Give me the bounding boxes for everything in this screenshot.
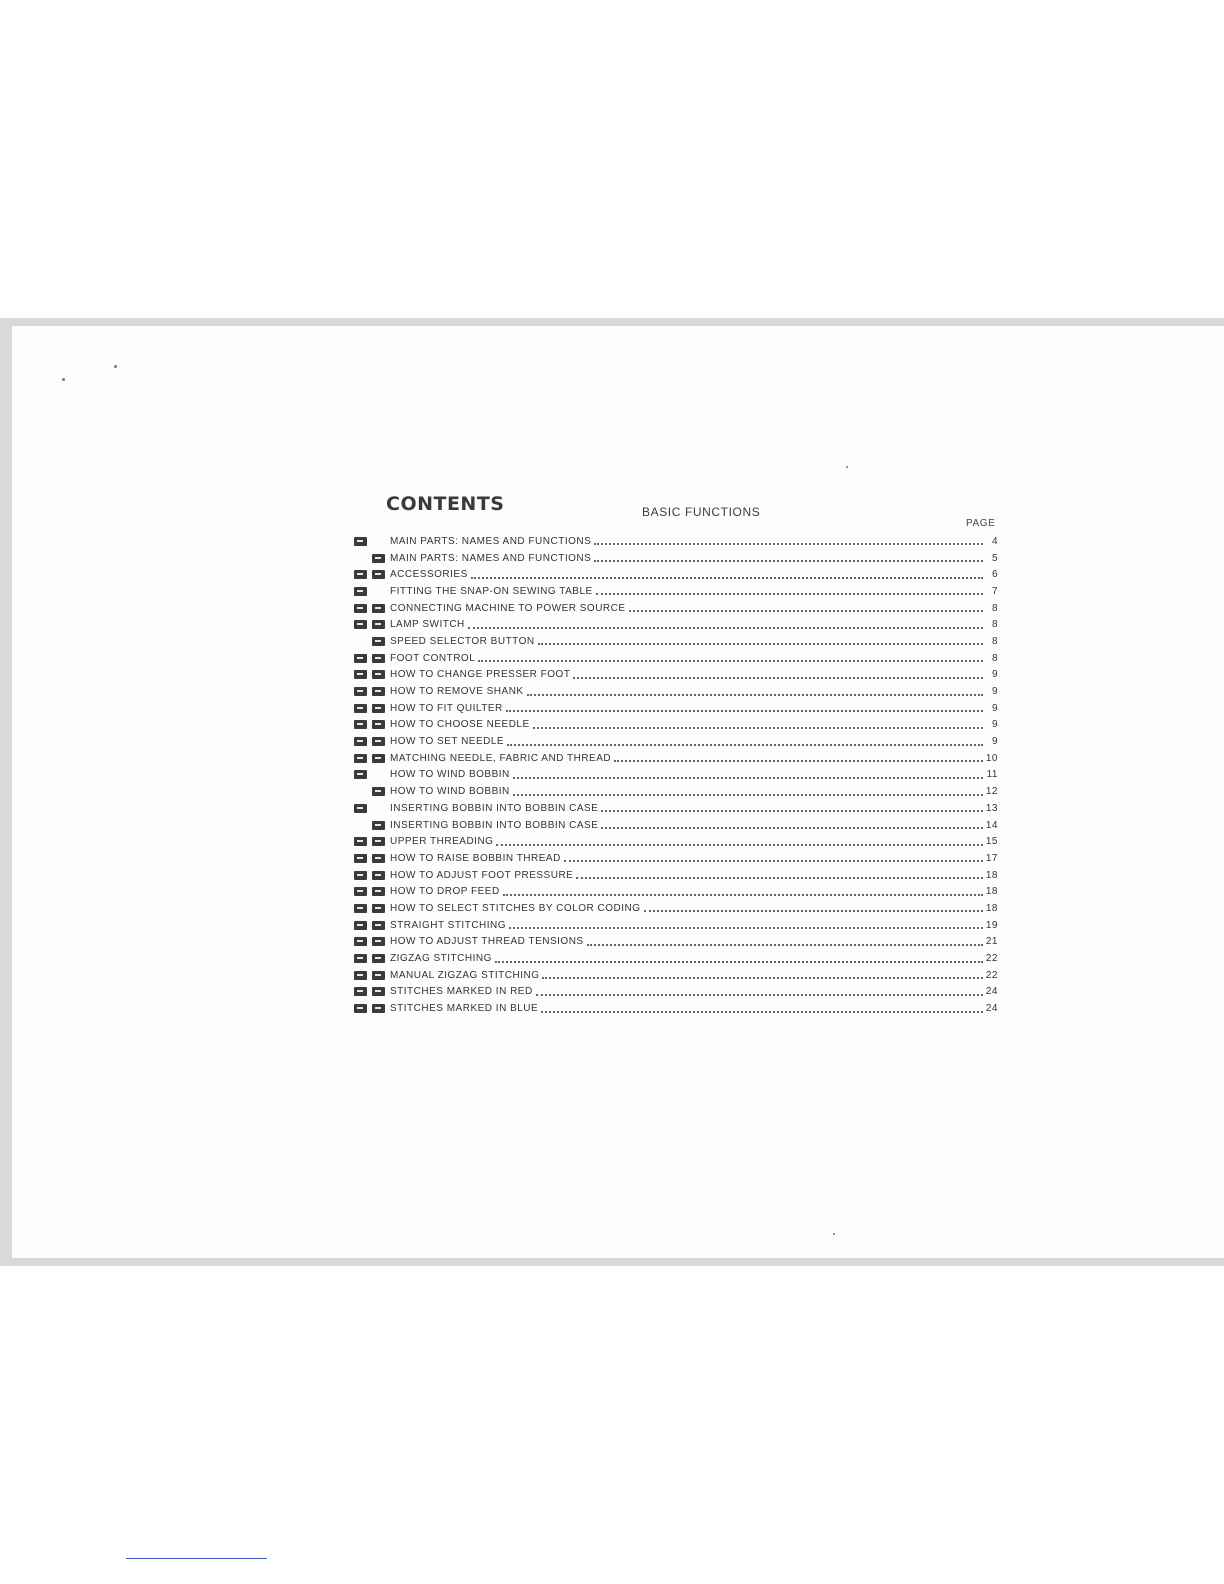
footer-link-underline <box>126 1558 267 1559</box>
dot-leader <box>614 750 983 762</box>
toc-entry <box>354 900 998 917</box>
toc-entry <box>354 550 998 567</box>
machine-model-icon <box>372 620 385 629</box>
toc-entry-page: 6 <box>991 569 998 581</box>
machine-model-icon <box>354 854 367 863</box>
dot-leader <box>594 550 983 562</box>
toc-entry <box>354 583 998 600</box>
toc-entry-label: SPEED SELECTOR BUTTON <box>390 635 535 647</box>
toc-entry <box>354 850 998 867</box>
toc-entry-label: HOW TO FIT QUILTER <box>390 702 503 714</box>
machine-model-icon <box>354 837 367 846</box>
toc-entry <box>354 833 998 850</box>
machine-model-icon <box>372 570 385 579</box>
machine-model-icon <box>372 720 385 729</box>
page-title: CONTENTS <box>386 493 505 515</box>
machine-model-icon <box>372 921 385 930</box>
toc-entry-page: 8 <box>991 652 998 664</box>
toc-entry <box>354 533 998 550</box>
dot-leader <box>533 717 983 729</box>
toc-entry <box>354 800 998 817</box>
machine-model-icon <box>372 537 385 546</box>
page-column-header: PAGE <box>966 518 996 529</box>
section-heading: BASIC FUNCTIONS <box>642 505 761 519</box>
toc-entry-label: FITTING THE SNAP-ON SEWING TABLE <box>390 585 593 597</box>
machine-model-icon <box>354 787 367 796</box>
toc-entry <box>354 817 998 834</box>
machine-model-icon <box>354 570 367 579</box>
machine-model-icon <box>372 904 385 913</box>
scan-speck <box>833 1233 835 1235</box>
toc-entry-page: 8 <box>991 635 998 647</box>
machine-model-icon <box>354 887 367 896</box>
toc-entry-label: HOW TO RAISE BOBBIN THREAD <box>390 852 561 864</box>
toc-entry-label: HOW TO DROP FEED <box>390 886 500 898</box>
scan-speck <box>114 365 117 368</box>
toc-entry-page: 24 <box>985 986 998 998</box>
toc-entry-page: 13 <box>985 802 998 814</box>
toc-entry-page: 4 <box>991 535 998 547</box>
machine-model-icon <box>372 587 385 596</box>
toc-entry <box>354 683 998 700</box>
machine-model-icon <box>372 787 385 796</box>
machine-model-icon <box>372 887 385 896</box>
toc-entry-label: INSERTING BOBBIN INTO BOBBIN CASE <box>390 802 599 814</box>
dot-leader <box>596 583 983 595</box>
machine-model-icon <box>372 754 385 763</box>
toc-entry-page: 9 <box>991 702 998 714</box>
toc-entry-label: INSERTING BOBBIN INTO BOBBIN CASE <box>390 819 599 831</box>
machine-model-icon <box>354 654 367 663</box>
dot-leader <box>629 600 983 612</box>
dot-leader <box>513 784 983 796</box>
scan-speck <box>846 466 848 468</box>
dot-leader <box>573 667 983 679</box>
machine-model-icon <box>354 670 367 679</box>
machine-model-icon <box>354 620 367 629</box>
toc-entry-page: 19 <box>985 919 998 931</box>
machine-model-icon <box>354 587 367 596</box>
dot-leader <box>538 633 983 645</box>
toc-entry <box>354 767 998 784</box>
table-of-contents <box>354 533 998 1017</box>
machine-model-icon <box>354 937 367 946</box>
machine-model-icon <box>354 637 367 646</box>
dot-leader <box>601 817 982 829</box>
dot-leader <box>587 934 983 946</box>
toc-entry-label: HOW TO ADJUST FOOT PRESSURE <box>390 869 574 881</box>
toc-entry <box>354 967 998 984</box>
toc-entry-page: 8 <box>991 619 998 631</box>
toc-entry-label: UPPER THREADING <box>390 836 494 848</box>
toc-entry <box>354 633 998 650</box>
dot-leader <box>496 834 982 846</box>
toc-entry-label: ZIGZAG STITCHING <box>390 953 492 965</box>
toc-entry-page: 5 <box>991 552 998 564</box>
machine-model-icon <box>354 737 367 746</box>
dot-leader <box>503 884 983 896</box>
machine-model-icon <box>372 554 385 563</box>
machine-model-icon <box>354 770 367 779</box>
dot-leader <box>536 984 983 996</box>
toc-entry-label: FOOT CONTROL <box>390 652 476 664</box>
toc-entry <box>354 950 998 967</box>
dot-leader <box>601 800 982 812</box>
toc-entry-label: HOW TO CHOOSE NEEDLE <box>390 719 530 731</box>
machine-model-icon <box>354 554 367 563</box>
dot-leader <box>495 951 983 963</box>
machine-model-icon <box>354 954 367 963</box>
machine-model-icon <box>372 937 385 946</box>
dot-leader <box>513 767 983 779</box>
toc-entry-label: HOW TO SELECT STITCHES BY COLOR CODING <box>390 902 641 914</box>
machine-model-icon <box>372 737 385 746</box>
toc-entry <box>354 783 998 800</box>
toc-entry-label: HOW TO WIND BOBBIN <box>390 769 510 781</box>
toc-entry <box>354 616 998 633</box>
machine-model-icon <box>372 854 385 863</box>
machine-model-icon <box>354 871 367 880</box>
toc-entry-label: MANUAL ZIGZAG STITCHING <box>390 969 540 981</box>
dot-leader <box>507 734 983 746</box>
machine-model-icon <box>372 804 385 813</box>
toc-entry <box>354 717 998 734</box>
machine-model-icon <box>354 987 367 996</box>
toc-entry-label: MAIN PARTS: NAMES AND FUNCTIONS <box>390 535 592 547</box>
machine-model-icon <box>354 704 367 713</box>
dot-leader <box>594 533 983 545</box>
dot-leader <box>564 850 983 862</box>
machine-model-icon <box>372 604 385 613</box>
dot-leader <box>644 900 983 912</box>
machine-model-icon <box>354 720 367 729</box>
toc-entry-page: 21 <box>985 936 998 948</box>
toc-entry-page: 18 <box>985 886 998 898</box>
machine-model-icon <box>372 871 385 880</box>
machine-model-icon <box>372 770 385 779</box>
machine-model-icon <box>372 821 385 830</box>
toc-entry-label: HOW TO REMOVE SHANK <box>390 686 524 698</box>
dot-leader <box>576 867 983 879</box>
toc-entry-page: 9 <box>991 669 998 681</box>
machine-model-icon <box>372 654 385 663</box>
toc-entry-label: HOW TO CHANGE PRESSER FOOT <box>390 669 571 681</box>
machine-model-icon <box>354 971 367 980</box>
toc-entry-label: HOW TO ADJUST THREAD TENSIONS <box>390 936 584 948</box>
toc-entry-page: 22 <box>985 953 998 965</box>
machine-model-icon <box>372 837 385 846</box>
toc-entry <box>354 700 998 717</box>
machine-model-icon <box>354 1004 367 1013</box>
machine-model-icon <box>354 537 367 546</box>
machine-model-icon <box>354 904 367 913</box>
toc-entry-page: 18 <box>985 902 998 914</box>
machine-model-icon <box>354 754 367 763</box>
scan-speck <box>62 378 65 381</box>
toc-entry-label: MATCHING NEEDLE, FABRIC AND THREAD <box>390 752 612 764</box>
toc-entry-page: 17 <box>985 852 998 864</box>
machine-model-icon <box>354 921 367 930</box>
toc-entry-page: 14 <box>985 819 998 831</box>
machine-model-icon <box>372 987 385 996</box>
toc-entry-label: HOW TO WIND BOBBIN <box>390 786 510 798</box>
toc-entry-page: 8 <box>991 602 998 614</box>
machine-model-icon <box>354 604 367 613</box>
toc-entry-page: 9 <box>991 736 998 748</box>
toc-entry-page: 12 <box>985 786 998 798</box>
dot-leader <box>478 650 983 662</box>
toc-entry-page: 9 <box>991 686 998 698</box>
toc-entry <box>354 867 998 884</box>
machine-model-icon <box>372 1004 385 1013</box>
machine-model-icon <box>372 954 385 963</box>
toc-entry-page: 15 <box>985 836 998 848</box>
dot-leader <box>542 967 982 979</box>
machine-model-icon <box>372 704 385 713</box>
toc-entry-page: 10 <box>985 752 998 764</box>
machine-model-icon <box>372 971 385 980</box>
dot-leader <box>509 917 983 929</box>
toc-entry <box>354 566 998 583</box>
toc-entry <box>354 667 998 684</box>
toc-entry <box>354 750 998 767</box>
dot-leader <box>541 1001 983 1013</box>
toc-entry-page: 24 <box>985 1003 998 1015</box>
toc-entry-page: 11 <box>986 769 998 781</box>
toc-entry <box>354 733 998 750</box>
dot-leader <box>468 617 983 629</box>
toc-entry <box>354 917 998 934</box>
toc-entry <box>354 600 998 617</box>
machine-model-icon <box>372 687 385 696</box>
machine-model-icon <box>354 687 367 696</box>
toc-entry-page: 9 <box>991 719 998 731</box>
machine-model-icon <box>354 821 367 830</box>
toc-entry <box>354 934 998 951</box>
toc-entry-label: ACCESSORIES <box>390 569 468 581</box>
toc-entry <box>354 650 998 667</box>
toc-entry-label: HOW TO SET NEEDLE <box>390 736 505 748</box>
dot-leader <box>471 567 983 579</box>
machine-model-icon <box>354 804 367 813</box>
toc-entry-label: CONNECTING MACHINE TO POWER SOURCE <box>390 602 626 614</box>
toc-entry-page: 7 <box>991 585 998 597</box>
dot-leader <box>506 700 983 712</box>
toc-entry-label: STITCHES MARKED IN RED <box>390 986 533 998</box>
toc-entry-page: 22 <box>985 969 998 981</box>
toc-entry <box>354 984 998 1001</box>
toc-entry-label: LAMP SWITCH <box>390 619 465 631</box>
toc-entry-page: 18 <box>985 869 998 881</box>
toc-entry <box>354 1000 998 1017</box>
toc-entry-label: MAIN PARTS: NAMES AND FUNCTIONS <box>390 552 592 564</box>
toc-entry <box>354 883 998 900</box>
toc-entry-label: STITCHES MARKED IN BLUE <box>390 1003 539 1015</box>
dot-leader <box>527 684 983 696</box>
machine-model-icon <box>372 670 385 679</box>
toc-entry-label: STRAIGHT STITCHING <box>390 919 507 931</box>
machine-model-icon <box>372 637 385 646</box>
